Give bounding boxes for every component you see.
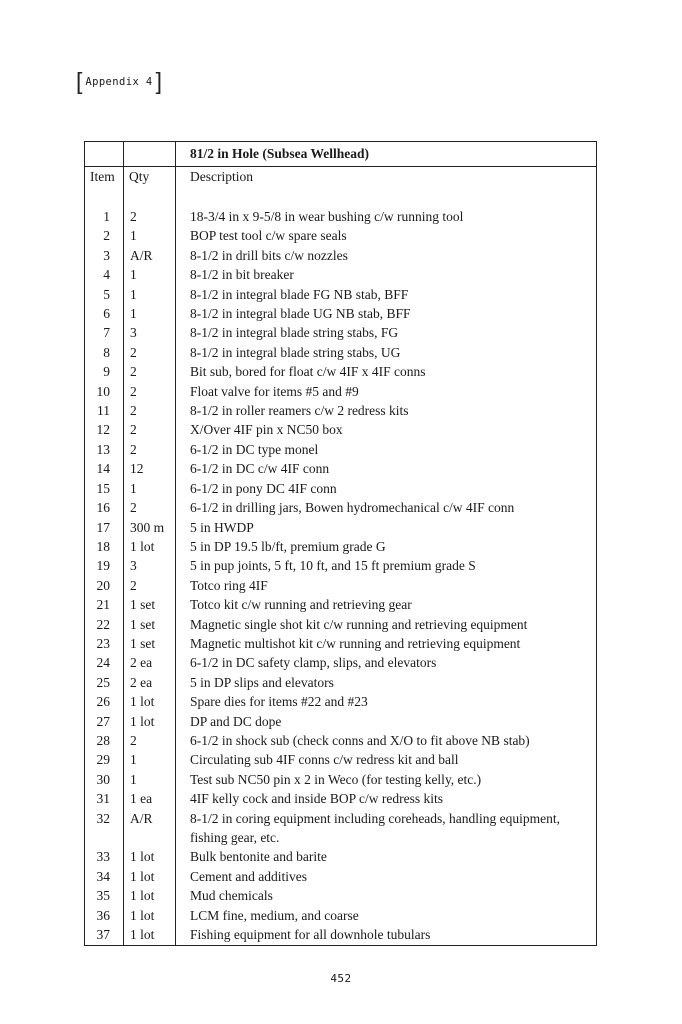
item-number: 13 (96, 441, 110, 457)
item-description: 8-1/2 in drill bits c/w nozzles (190, 247, 348, 263)
table-row (85, 382, 645, 401)
table-row (85, 401, 645, 420)
table-row (85, 809, 645, 848)
item-description: 5 in DP 19.5 lb/ft, premium grade G (190, 538, 386, 554)
table-row (85, 789, 645, 808)
item-description: Totco ring 4IF (190, 577, 268, 593)
table-row (85, 226, 645, 245)
item-description: 18-3/4 in x 9-5/8 in wear bushing c/w running tool (190, 209, 464, 224)
table-row (85, 634, 645, 653)
running-head-text: Appendix 4 (85, 75, 153, 88)
item-number: 30 (96, 771, 110, 787)
item-number: 18 (96, 538, 110, 554)
page-number: 452 (330, 972, 352, 985)
item-number: 1 (103, 209, 110, 224)
item-quantity: 3 (130, 325, 137, 341)
item-description: 8-1/2 in integral blade string stabs, FG (190, 325, 399, 341)
item-description: 8-1/2 in bit breaker (190, 267, 294, 283)
item-number: 29 (96, 752, 110, 768)
item-quantity: 1 lot (130, 713, 155, 729)
table-row (85, 420, 645, 439)
item-quantity: 2 (130, 383, 137, 399)
item-quantity: 1 lot (130, 907, 155, 923)
right-bracket: ] (155, 68, 162, 94)
item-number: 23 (96, 635, 110, 651)
column-header-item: Item (90, 169, 115, 184)
item-description: Cement and additives (190, 868, 307, 884)
item-quantity: 2 (130, 422, 137, 438)
item-description: DP and DC dope (190, 713, 282, 729)
item-quantity: 1 set (130, 597, 156, 613)
table-row (85, 653, 645, 672)
item-description: 4IF kelly cock and inside BOP c/w redress kits (190, 791, 443, 807)
item-number: 15 (96, 480, 110, 496)
item-description: 8-1/2 in integral blade string stabs, UG (190, 344, 401, 360)
item-description: Magnetic multishot kit c/w running and retrieving equipment (190, 635, 521, 651)
item-description: Fishing equipment for all downhole tubulars (190, 927, 431, 943)
item-description: LCM fine, medium, and coarse (190, 907, 359, 923)
item-quantity: 1 (130, 306, 137, 322)
item-quantity: 2 (130, 500, 137, 516)
item-quantity: 1 lot (130, 927, 155, 943)
item-quantity: 2 ea (130, 655, 153, 671)
item-description: 8-1/2 in roller reamers c/w 2 redress kits (190, 403, 409, 419)
table-row (85, 615, 645, 634)
item-quantity: 1 set (130, 635, 156, 651)
table-row (85, 459, 645, 478)
item-number: 9 (103, 364, 110, 380)
item-number: 27 (96, 713, 110, 729)
item-description: 8-1/2 in coring equipment including coreheads, handling equipment, (190, 810, 561, 826)
item-number: 33 (96, 849, 110, 865)
item-quantity: 1 set (130, 616, 156, 632)
item-number: 2 (103, 228, 110, 244)
table-caption: 81/2 in Hole (Subsea Wellhead) (190, 146, 370, 161)
table-row (85, 731, 645, 750)
item-number: 26 (96, 694, 110, 710)
item-quantity: A/R (130, 810, 153, 826)
table-row (85, 265, 645, 284)
item-description: X/Over 4IF pin x NC50 box (190, 422, 343, 438)
table-row (85, 246, 645, 265)
item-number: 5 (103, 286, 110, 302)
item-quantity: 2 (130, 209, 137, 224)
item-description: Test sub NC50 pin x 2 in Weco (for testing kelly, etc.) (190, 771, 482, 787)
table-row (85, 712, 645, 731)
item-description: Bit sub, bored for float c/w 4IF x 4IF conns (190, 364, 426, 380)
item-number: 21 (96, 597, 110, 613)
item-description: Circulating sub 4IF conns c/w redress kit and ball (190, 752, 459, 768)
item-description: 8-1/2 in integral blade FG NB stab, BFF (190, 286, 409, 302)
item-number: 37 (96, 927, 110, 943)
item-quantity: 2 (130, 364, 137, 380)
table-row (85, 323, 645, 342)
item-description: 5 in DP slips and elevators (190, 674, 334, 690)
item-quantity: 1 (130, 267, 137, 283)
item-number: 20 (96, 577, 110, 593)
table-row (85, 343, 645, 362)
item-number: 14 (96, 461, 110, 477)
item-number: 4 (103, 267, 110, 283)
table-row (85, 750, 645, 769)
item-quantity: 2 (130, 732, 137, 748)
caption-divider (85, 166, 596, 167)
item-number: 17 (96, 519, 110, 535)
item-description: 8-1/2 in integral blade UG NB stab, BFF (190, 306, 411, 322)
table-row (85, 692, 645, 711)
table-body (85, 207, 645, 944)
item-quantity: 1 (130, 480, 137, 496)
item-number: 22 (96, 616, 110, 632)
item-quantity: 1 lot (130, 868, 155, 884)
item-number: 12 (96, 422, 110, 438)
table-row (85, 498, 645, 517)
item-number: 28 (96, 732, 110, 748)
item-number: 10 (96, 383, 110, 399)
item-quantity: 1 ea (130, 791, 153, 807)
table-row (85, 285, 645, 304)
item-description: 5 in pup joints, 5 ft, 10 ft, and 15 ft premium grade S (190, 558, 476, 574)
table-row (85, 847, 645, 866)
item-description: Magnetic single shot kit c/w running and retrieving equipment (190, 616, 528, 632)
item-quantity: 1 lot (130, 538, 155, 554)
table-row (85, 518, 645, 537)
column-header-qty: Qty (129, 169, 150, 184)
left-bracket: [ (76, 68, 83, 94)
item-quantity: 1 (130, 771, 137, 787)
table-row (85, 440, 645, 459)
item-description: 6-1/2 in shock sub (check conns and X/O to fit above NB stab) (190, 732, 530, 748)
item-number: 11 (97, 403, 110, 419)
item-description: 5 in HWDP (190, 519, 254, 535)
equipment-table (84, 141, 597, 946)
item-quantity: 2 ea (130, 674, 153, 690)
item-number: 8 (103, 344, 110, 360)
item-quantity: 2 (130, 577, 137, 593)
item-quantity: 2 (130, 344, 137, 360)
table-row (85, 479, 645, 498)
item-description: Float valve for items #5 and #9 (190, 383, 359, 399)
item-number: 16 (96, 500, 110, 516)
item-quantity: 1 (130, 286, 137, 302)
item-number: 24 (96, 655, 110, 671)
item-quantity: 300 m (130, 519, 165, 535)
table-row (85, 576, 645, 595)
table-row (85, 886, 645, 905)
table-row (85, 925, 645, 944)
item-quantity: 1 lot (130, 694, 155, 710)
item-description: 6-1/2 in DC type monel (190, 441, 319, 457)
item-number: 6 (103, 306, 110, 322)
item-quantity: 1 lot (130, 888, 155, 904)
running-head (76, 70, 162, 92)
item-number: 19 (96, 558, 110, 574)
item-description: Mud chemicals (190, 888, 273, 904)
item-number: 3 (103, 247, 110, 263)
item-description: fishing gear, etc. (190, 830, 280, 845)
item-number: 35 (96, 888, 110, 904)
table-row (85, 770, 645, 789)
table-row (85, 556, 645, 575)
item-quantity: 1 (130, 752, 137, 768)
item-quantity: 3 (130, 558, 137, 574)
table-row (85, 304, 645, 323)
item-number: 7 (103, 325, 110, 341)
item-description: Bulk bentonite and barite (190, 849, 327, 865)
table-row (85, 673, 645, 692)
item-number: 34 (96, 868, 110, 884)
item-number: 36 (96, 907, 110, 923)
table-row (85, 537, 645, 556)
table-row (85, 595, 645, 614)
item-quantity: A/R (130, 247, 153, 263)
item-description: BOP test tool c/w spare seals (190, 228, 347, 244)
item-description: 6-1/2 in DC c/w 4IF conn (190, 461, 330, 477)
item-quantity: 1 (130, 228, 137, 244)
item-description: 6-1/2 in pony DC 4IF conn (190, 480, 337, 496)
column-header-description: Description (190, 169, 253, 184)
item-description: Totco kit c/w running and retrieving gear (190, 597, 412, 613)
table-row (85, 867, 645, 886)
item-quantity: 2 (130, 403, 137, 419)
table-row (85, 362, 645, 381)
table-row (85, 906, 645, 925)
item-quantity: 1 lot (130, 849, 155, 865)
item-description: Spare dies for items #22 and #23 (190, 694, 368, 710)
item-description: 6-1/2 in drilling jars, Bowen hydromechanical c/w 4IF conn (190, 500, 515, 516)
item-quantity: 12 (130, 461, 144, 477)
item-quantity: 2 (130, 441, 137, 457)
table-row (85, 207, 645, 226)
item-number: 25 (96, 674, 110, 690)
item-description: 6-1/2 in DC safety clamp, slips, and elevators (190, 655, 437, 671)
item-number: 31 (96, 791, 110, 807)
item-number: 32 (96, 810, 110, 826)
